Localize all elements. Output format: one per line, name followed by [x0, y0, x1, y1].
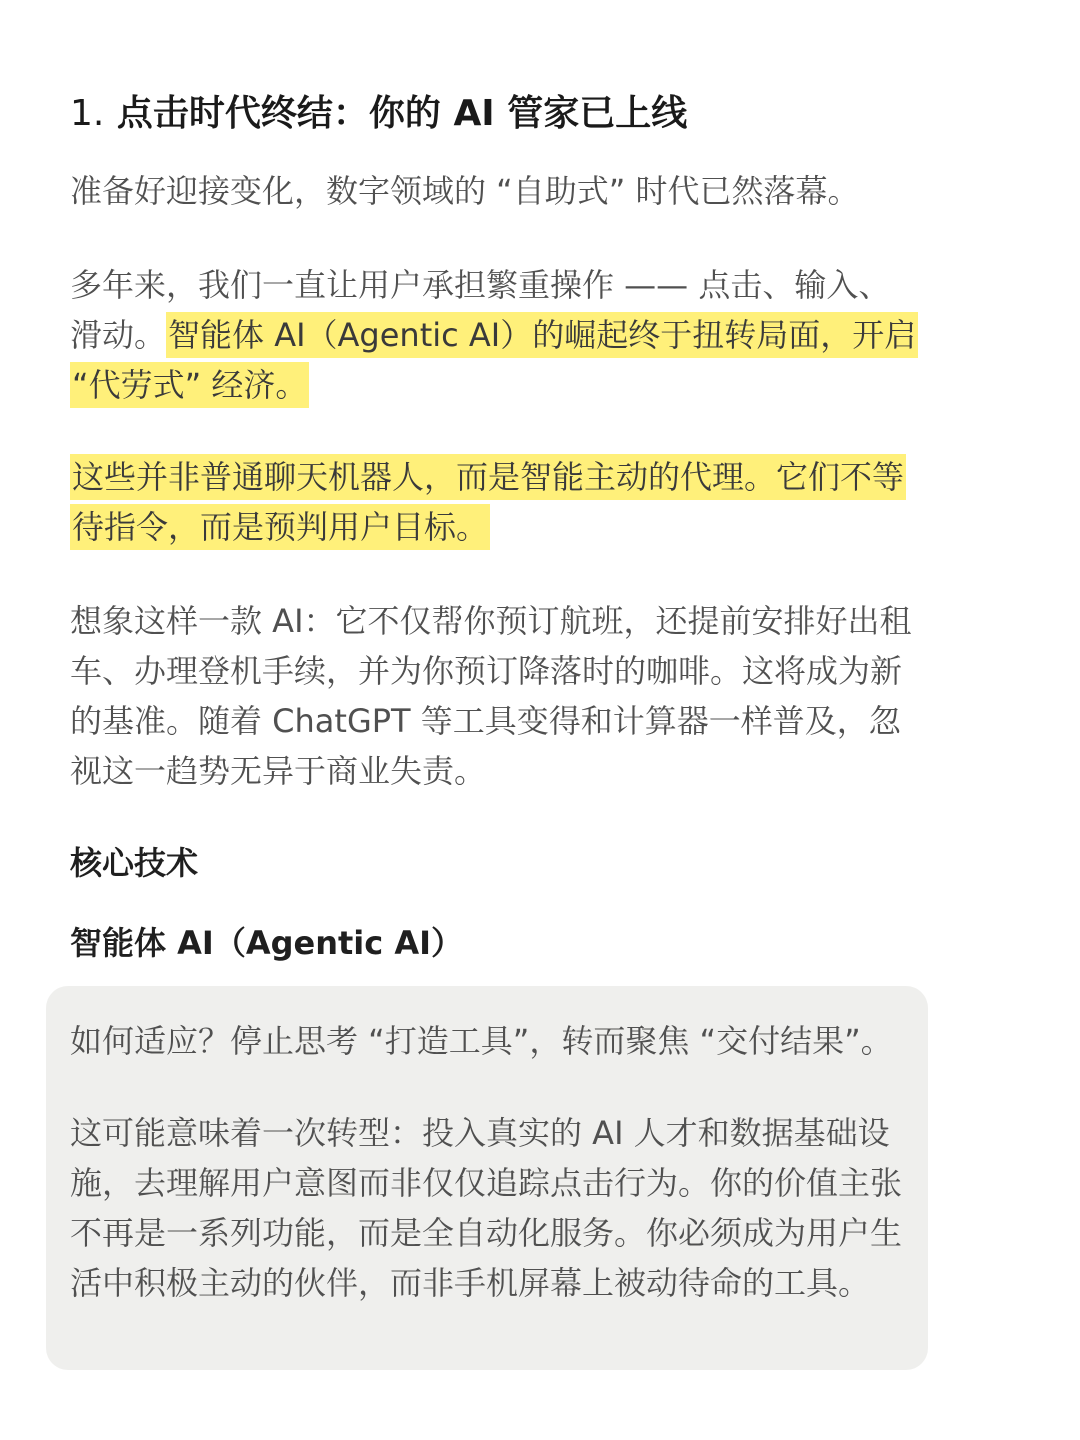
intro-paragraph: 准备好迎接变化，数字领域的 “自助式” 时代已然落幕。 [70, 172, 860, 210]
agents-paragraph [70, 452, 920, 552]
section-title-text: 点击时代终结：你的 AI 管家已上线 [116, 93, 688, 134]
callout-question: 如何适应？停止思考 “打造工具”，转而聚焦 “交付结果”。 [70, 1022, 893, 1060]
history-text: 多年来，我们一直让用户承担繁重操作 —— 点击、输入、滑动。 [70, 266, 891, 354]
highlighted-text-agentic-rise: 智能体 AI（Agentic AI）的崛起终于扭转局面，开启 “代劳式” 经济。 [70, 312, 918, 408]
callout-box [46, 986, 928, 1370]
callout-body: 这可能意味着一次转型：投入真实的 AI 人才和数据基础设施，去理解用户意图而非仅仅追踪点击行为。你的价值主张不再是一系列功能，而是全自动化服务。你必须成为用户生活中积极主动的伙伴，而非手机屏幕上被动待命的工具。 [70, 1114, 903, 1302]
section-number: 1. [70, 93, 105, 134]
highlighted-text-agents: 这些并非普通聊天机器人，而是智能主动的代理。它们不等待指令，而是预判用户目标。 [70, 454, 906, 550]
history-paragraph [70, 260, 920, 410]
example-paragraph: 想象这样一款 AI：它不仅帮你预订航班，还提前安排好出租车、办理登机手续，并为你预订降落时的咖啡。这将成为新的基准。随着 ChatGPT 等工具变得和计算器一样普及，忽视这一趋势无异于商业失责。 [70, 602, 912, 790]
section-title [70, 88, 970, 140]
subheading-agentic-ai: 智能体 AI（Agentic AI） [70, 924, 464, 962]
subheading-core-tech: 核心技术 [70, 844, 199, 882]
